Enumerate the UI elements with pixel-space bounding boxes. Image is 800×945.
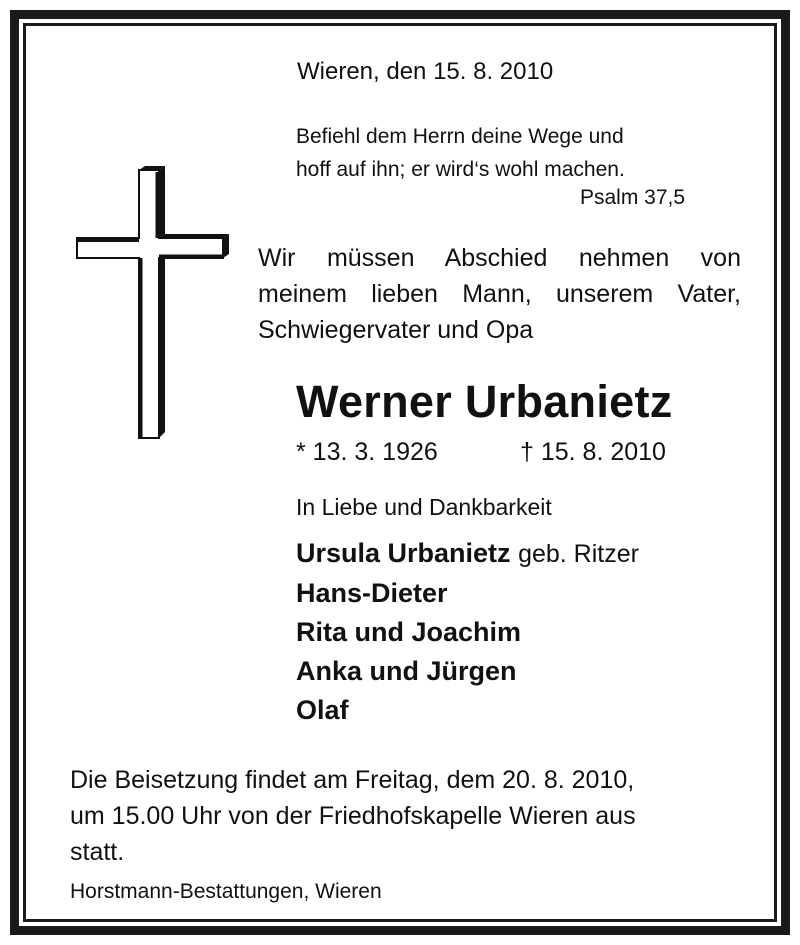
mourner: Anka und Jürgen — [296, 656, 517, 686]
intro-text — [258, 240, 741, 348]
funeral-line: um 15.00 Uhr von der Friedhofskapelle Wieren aus — [70, 802, 636, 830]
intro-line: Wir müssen Abschied nehmen von — [258, 244, 741, 272]
maiden-name: geb. Ritzer — [518, 540, 639, 568]
mourner-wife — [296, 534, 639, 574]
intro-line: meinem lieben Mann, unserem Vater, — [258, 280, 741, 308]
mourners-list — [296, 534, 639, 730]
verse-line: Befiehl dem Herrn deine Wege und — [296, 125, 624, 148]
intro-line: Schwiegervater und Opa — [258, 316, 534, 344]
undertaker: Horstmann-Bestattungen, Wieren — [70, 880, 382, 903]
cross-icon — [75, 166, 235, 446]
wife-name: Ursula Urbanietz — [296, 538, 511, 568]
funeral-line: Die Beisetzung findet am Freitag, dem 20. 8. 2010, — [70, 766, 635, 794]
verse-source: Psalm 37,5 — [580, 186, 686, 209]
death-date: † 15. 8. 2010 — [520, 438, 666, 466]
bible-verse — [296, 120, 625, 186]
mourner: Rita und Joachim — [296, 617, 522, 647]
funeral-line: statt. — [70, 838, 125, 866]
verse-line: hoff auf ihn; er wird‘s wohl machen. — [296, 158, 625, 181]
birth-date: * 13. 3. 1926 — [296, 438, 438, 466]
deceased-name: Werner Urbanietz — [296, 376, 673, 427]
place-and-date: Wieren, den 15. 8. 2010 — [297, 58, 554, 85]
funeral-details — [70, 762, 636, 870]
mourner: Olaf — [296, 695, 349, 725]
dedication: In Liebe und Dankbarkeit — [296, 494, 552, 520]
mourner: Hans-Dieter — [296, 578, 448, 608]
